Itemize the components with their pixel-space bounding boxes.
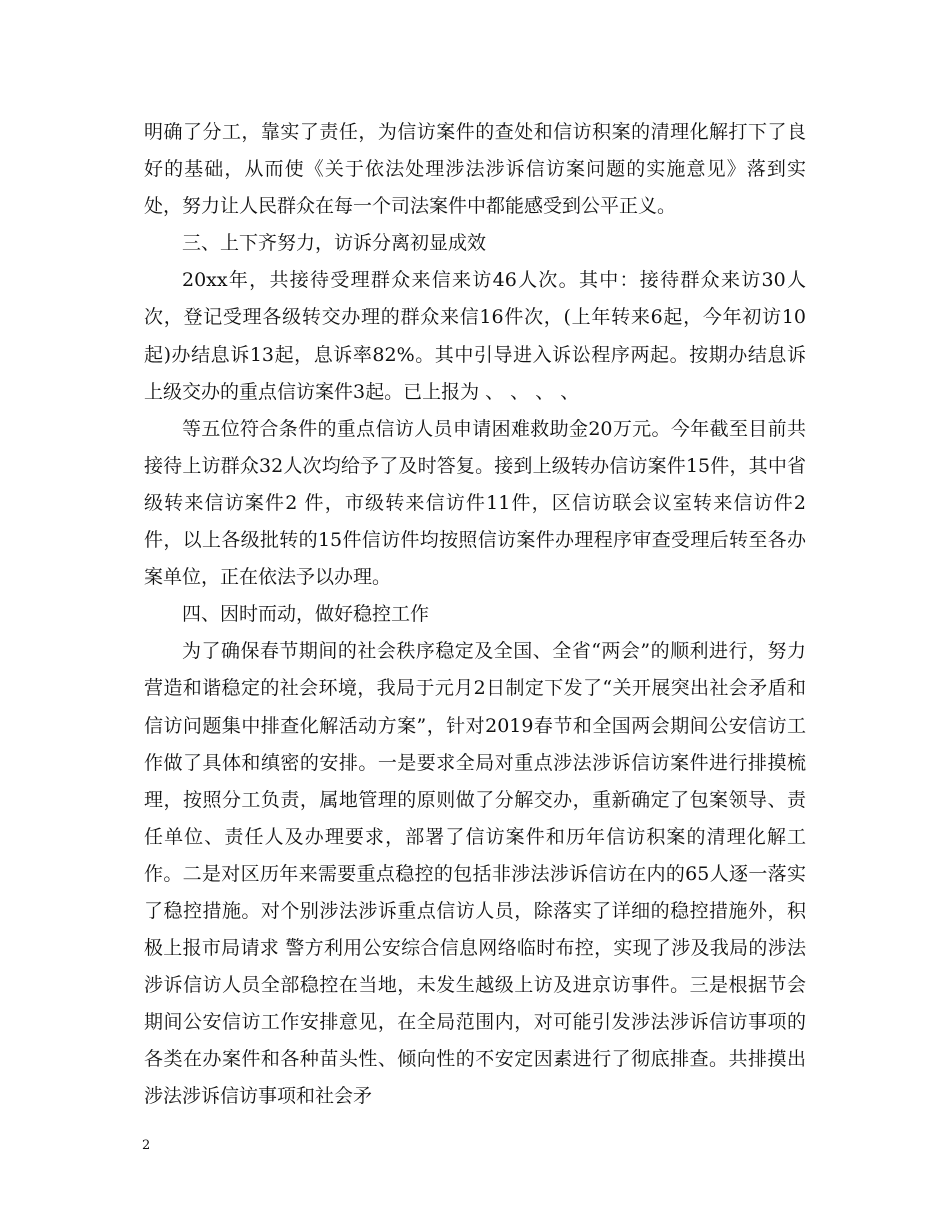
page-number: 2 — [142, 1138, 151, 1153]
section-heading-three: 三、上下齐努力，访诉分离初显成效 — [182, 232, 487, 255]
paragraph-continuation: 明确了分工，靠实了责任，为信访案件的查处和信访积案的清理化解打下了良好的基础，从而使《关于依法处理涉法涉诉信访案问题的实施意见》落到实处，努力让人民群众在每一个司法案件中都能感受到公平正义。 — [144, 121, 806, 218]
paragraph-assistance: 等五位符合条件的重点信访人员申请困难救助金20万元。今年截至目前共接待上访群众32人次均给予了及时答复。接到上级转办信访案件15件，其中省级转来信访案件2 件，市级转来信访件11件，区信访联会议室转来信访件2件，以上各级批转的15件信访件均按照信访案件办理程序审查受理后转至各办案单位，正在依法予以办理。 — [144, 417, 806, 589]
paragraph-statistics: 20xx年，共接待受理群众来信来访46人次。其中：接待群众来访30人次，登记受理各级转交办理的群众来信16件次，(上年转来6起，今年初访10起)办结息诉13起，息诉率82%。其中引导进入诉讼程序两起。按期办结息诉上级交办的重点信访案件3起。已上报为 、 、 、 、 — [144, 269, 806, 403]
document-body — [144, 114, 806, 1116]
section-heading-four: 四、因时而动，做好稳控工作 — [182, 603, 430, 626]
paragraph-stability-control: 为了确保春节期间的社会秩序稳定及全国、全省“两会”的顺利进行，努力营造和谐稳定的社会环境，我局于元月2日制定下发了“关开展突出社会矛盾和信访问题集中排查化解活动方案”，针对2019春节和全国两会期间公安信访工作做了具体和缜密的安排。一是要求全局对重点涉法涉诉信访案件进行排摸梳理，按照分工负责，属地管理的原则做了分解交办，重新确定了包案领导、责任单位、责任人及办理要求，部署了信访案件和历年信访积案的清理化解工作。二是对区历年来需要重点稳控的包括非涉法涉诉信访在内的65人逐一落实了稳控措施。对个别涉法涉诉重点信访人员，除落实了详细的稳控措施外，积极上报市局请求 警方利用公安综合信息网络临时布控，实现了涉及我局的涉法涉诉信访人员全部稳控在当地，未发生越级上访及进京访事件。三是根据节会期间公安信访工作安排意见，在全局范围内，对可能引发涉法涉诉信访事项的各类在办案件和各种苗头性、倾向性的不安定因素进行了彻底排查。共排摸出涉法涉诉信访事项和社会矛 — [144, 640, 806, 1108]
